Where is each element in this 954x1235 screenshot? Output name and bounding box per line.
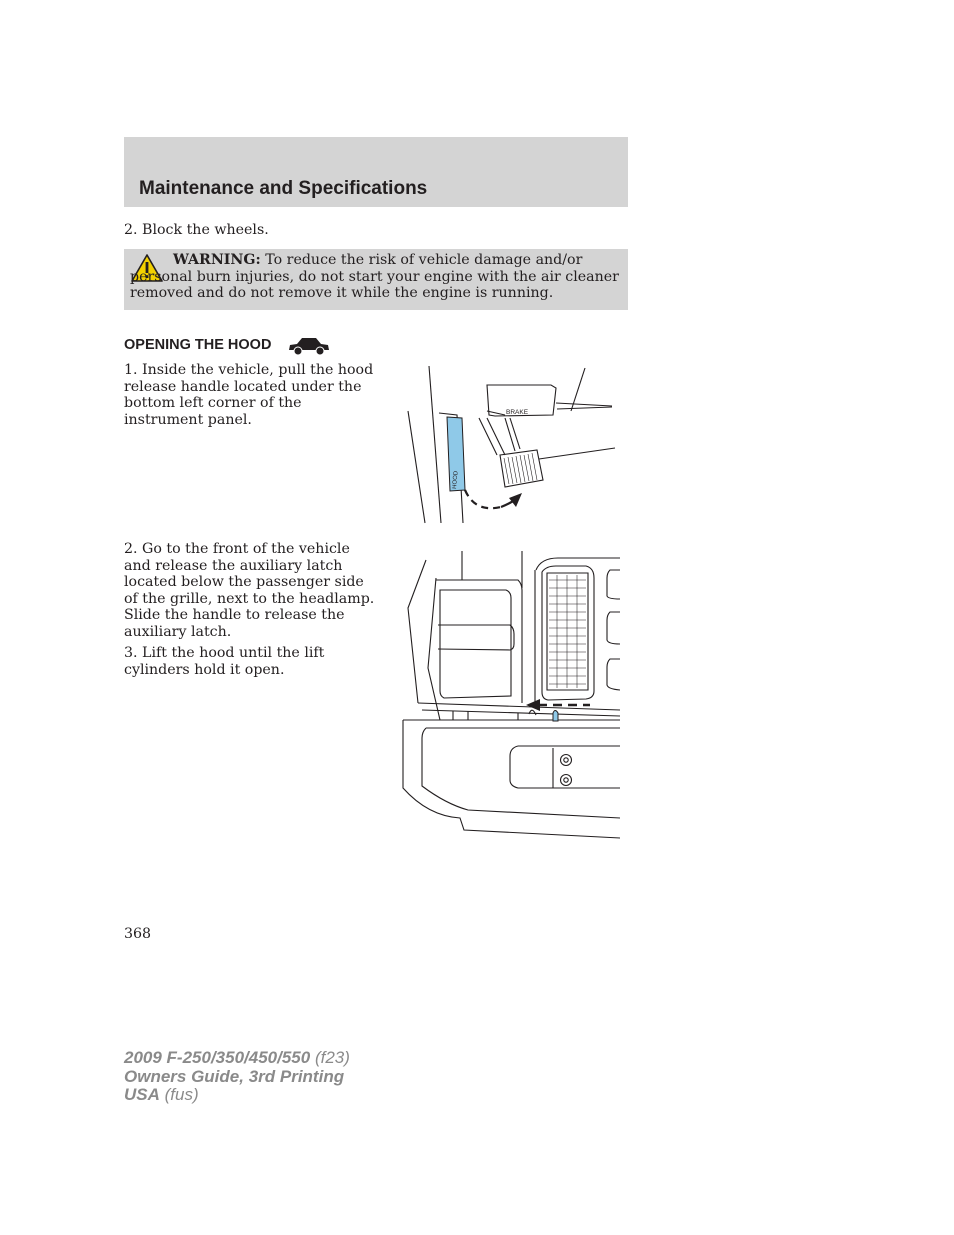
warning-label: WARNING: (173, 252, 261, 268)
step-block-wheels: 2. Block the wheels. (124, 222, 269, 238)
warning-body: To reduce the risk of vehicle damage and/or personal burn injuries, do not start your engine with the air cleaner removed and do not remove it while the engine is running. (130, 252, 619, 301)
footer-guide: Owners Guide, 3rd Printing (124, 1066, 345, 1086)
footer-line-2 (124, 1068, 350, 1087)
footer-line-3 (124, 1086, 350, 1105)
step-1: 1. Inside the vehicle, pull the hood release handle located under the bottom left corner of the instrument panel. (124, 362, 374, 428)
page-title: Maintenance and Specifications (139, 178, 428, 199)
footer-model: 2009 F-250/350/450/550 (124, 1048, 311, 1067)
warning-text (130, 252, 622, 302)
page-number: 368 (124, 926, 152, 942)
step-3: 3. Lift the hood until the lift cylinders hold it open. (124, 645, 325, 678)
brake-label: BRAKE (506, 409, 529, 416)
footer-code: (f23) (310, 1048, 350, 1067)
footer-line-1 (124, 1049, 350, 1068)
step-2: 2. Go to the front of the vehicle and release the auxiliary latch located below the passenger side of the grille, next to the headlamp. Slide the handle to release the auxiliary latch. (124, 541, 375, 640)
hood-release-illustration (405, 363, 620, 526)
footer-market: USA (124, 1085, 160, 1104)
car-icon (287, 335, 331, 357)
hood-label: HOOD (452, 470, 460, 490)
footer (124, 1049, 350, 1105)
section-heading: OPENING THE HOOD (124, 337, 272, 353)
auxiliary-latch-illustration (398, 548, 620, 840)
footer-market-code: (fus) (159, 1085, 199, 1104)
